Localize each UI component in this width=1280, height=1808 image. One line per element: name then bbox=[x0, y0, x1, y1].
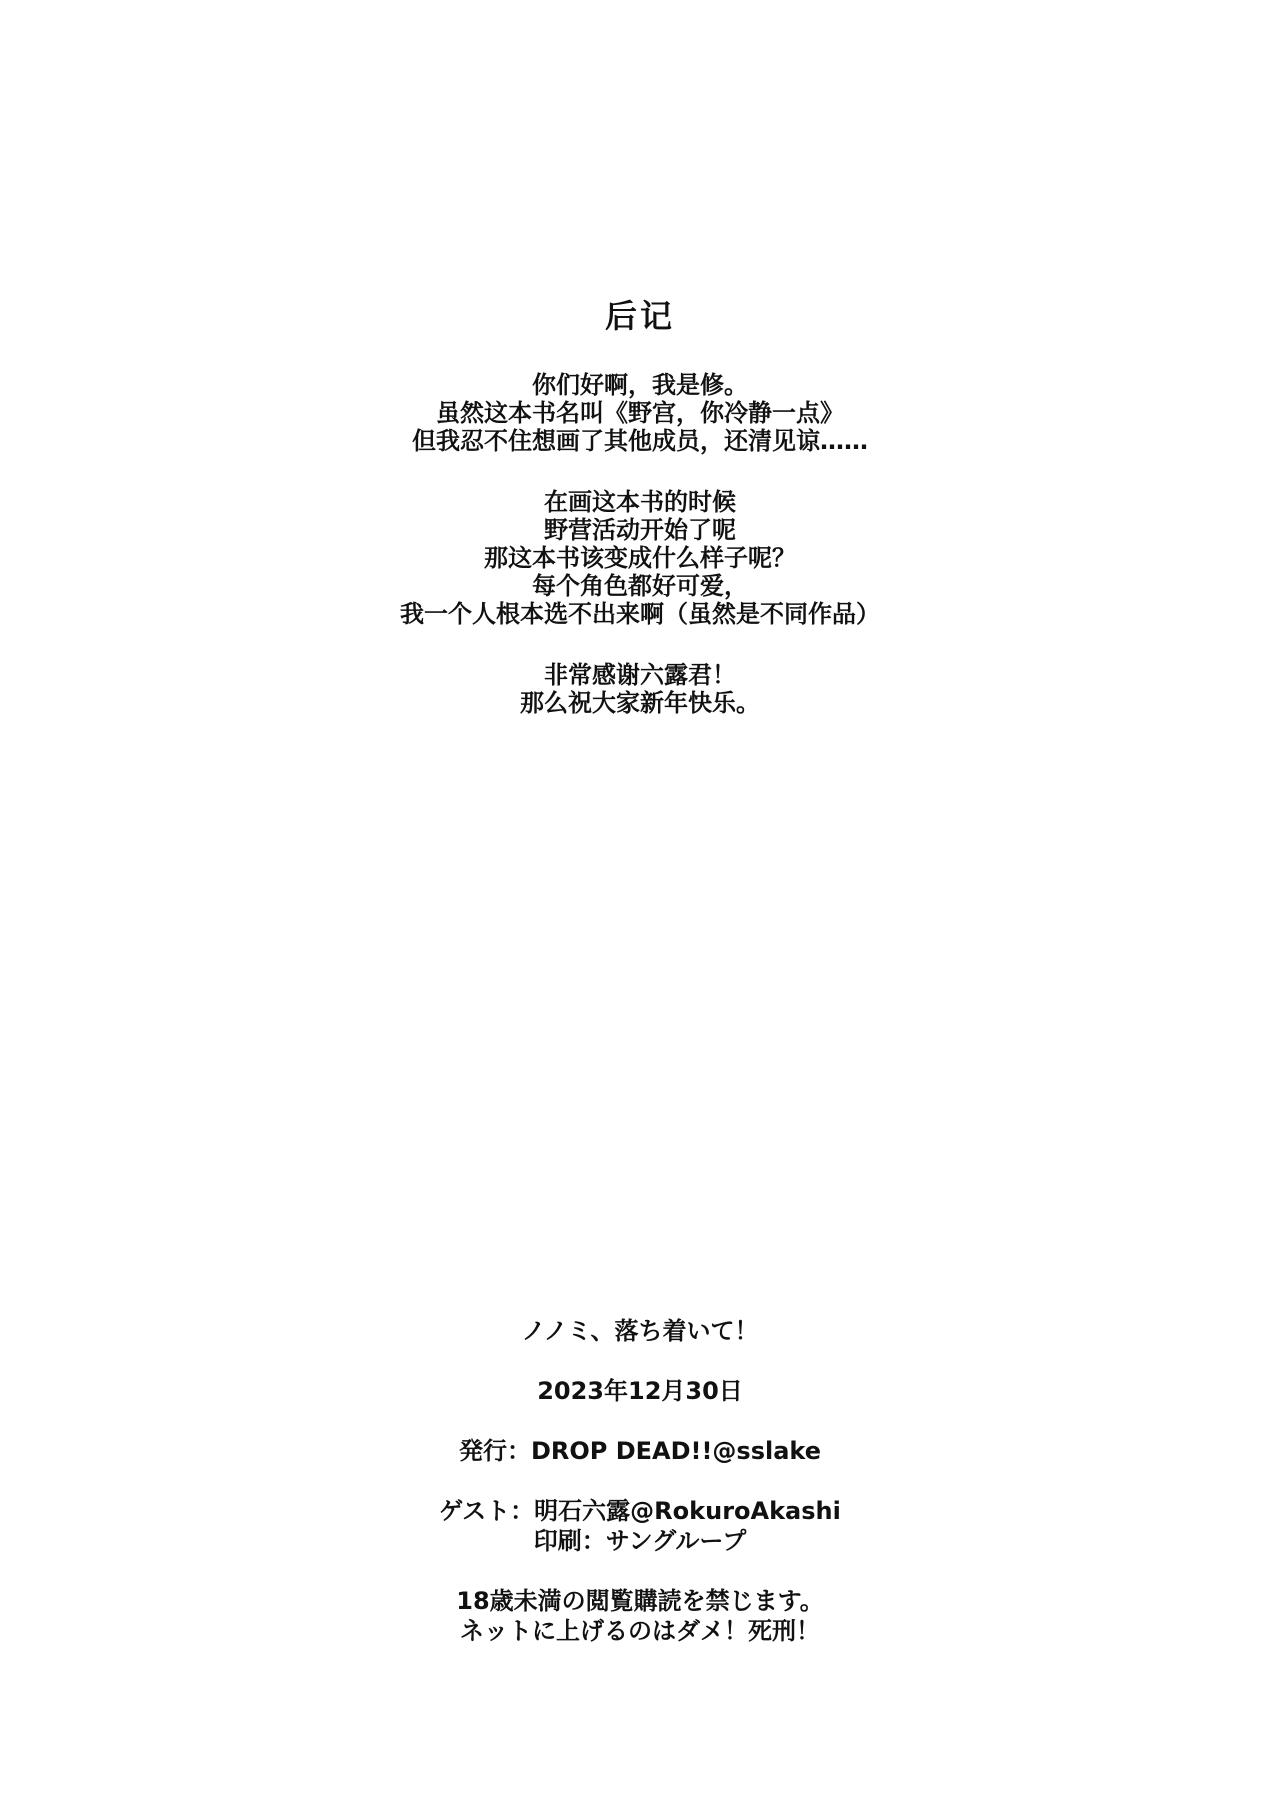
afterword-line: 在画这本书的时候 bbox=[544, 488, 736, 516]
afterword-line: 但我忍不住想画了其他成员，还清见谅…… bbox=[412, 427, 868, 455]
paragraph-gap bbox=[0, 455, 1280, 488]
colophon-book-title: ノノミ、落ち着いて！ bbox=[521, 1317, 759, 1345]
afterword-body bbox=[0, 371, 1280, 717]
afterword-line: 野营活动开始了呢 bbox=[544, 516, 736, 544]
colophon-printer: 印刷：サングループ bbox=[533, 1527, 747, 1555]
colophon-gap bbox=[0, 1346, 1280, 1376]
afterword-line: 我一个人根本选不出来啊（虽然是不同作品） bbox=[400, 600, 880, 628]
afterword-title: 后记 bbox=[604, 297, 675, 335]
afterword-line: 每个角色都好可爱， bbox=[532, 572, 748, 600]
colophon-gap bbox=[0, 1406, 1280, 1436]
afterword-line: 非常感谢六露君！ bbox=[544, 661, 736, 689]
afterword-line: 虽然这本书名叫《野宫，你冷静一点》 bbox=[436, 399, 844, 427]
paragraph-gap bbox=[0, 628, 1280, 661]
colophon-publisher: 発行：DROP DEAD!!@sslake bbox=[458, 1437, 822, 1465]
colophon bbox=[0, 1316, 1280, 1646]
colophon-upload-notice: ネットに上げるのはダメ！死刑！ bbox=[460, 1617, 820, 1645]
afterword-line: 那这本书该变成什么样子呢？ bbox=[484, 544, 796, 572]
colophon-guest: ゲスト：明石六露@RokuroAkashi bbox=[439, 1497, 841, 1525]
colophon-gap bbox=[0, 1556, 1280, 1586]
afterword-line: 你们好啊，我是修。 bbox=[532, 371, 748, 399]
colophon-date: 2023年12月30日 bbox=[537, 1377, 743, 1405]
colophon-gap bbox=[0, 1466, 1280, 1496]
colophon-age-notice: 18歳未満の閲覧購読を禁じます。 bbox=[456, 1587, 824, 1615]
afterword-line: 那么祝大家新年快乐。 bbox=[520, 689, 760, 717]
